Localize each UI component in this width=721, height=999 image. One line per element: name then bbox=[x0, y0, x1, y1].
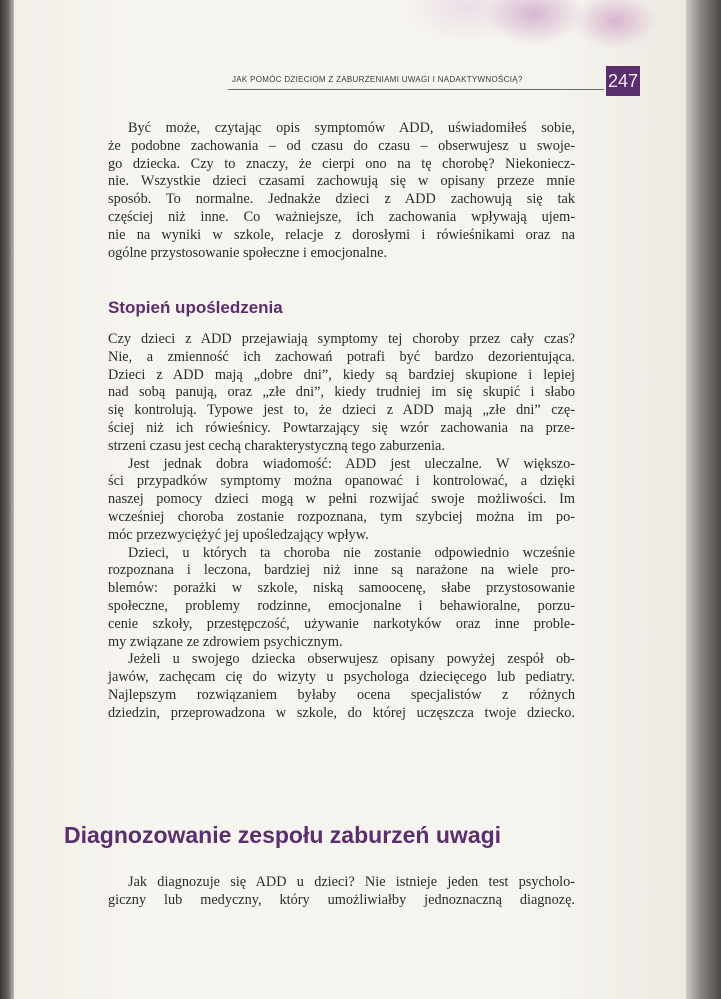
text-line: dziedzin, przeprowadzona w szkole, do której uczęszcza twoje dziecko. bbox=[108, 704, 575, 721]
text-line: nie. Wszystkie dzieci czasami zachowują się w opisany przeze mnie bbox=[108, 173, 575, 190]
text-line: częściej niż inne. Co ważniejsze, ich zachowania wpływają ujem- bbox=[108, 208, 575, 225]
text-line: ściej niż ich rówieśnicy. Powtarzający się wzór zachowania na prze- bbox=[108, 419, 575, 436]
text-line: Nie, a zmienność ich zachowań potrafi być bardzo dezorientująca. bbox=[108, 348, 575, 365]
text-line: go dziecka. Czy to znaczy, że cierpi ono na tę chorobę? Niekoniecz- bbox=[108, 155, 575, 172]
text-line: blemów: porażki w szkole, niską samoocenę, słabe przystosowanie bbox=[108, 580, 575, 597]
text-line: Jest jednak dobra wiadomość: ADD jest uleczalne. W większo- bbox=[128, 455, 575, 472]
text-line: Jak diagnozuje się ADD u dzieci? Nie istnieje jeden test psycholo- bbox=[128, 874, 575, 890]
text-line: Być może, czytając opis symptomów ADD, uświadomiłeś sobie, bbox=[128, 120, 575, 136]
section-paragraph-4 bbox=[108, 651, 575, 722]
corner-photo bbox=[386, 0, 656, 70]
section-heading: Stopień upośledzenia bbox=[108, 298, 283, 317]
section-paragraph-1 bbox=[108, 331, 575, 456]
text-line: Dzieci z ADD mają „dobre dni”, kiedy są bardziej skupione i lepiej bbox=[108, 366, 575, 383]
page-number: 247 bbox=[606, 66, 640, 96]
text-line: jawów, zachęcam cię do wizyty u psychologa dziecięcego lub pediatry. bbox=[108, 669, 575, 686]
text-line: nie na wyniki w szkole, relacje z dorosłymi i rówieśnikami oraz na bbox=[108, 226, 575, 243]
text-line: my związane ze zdrowiem psychicznym. bbox=[108, 633, 343, 650]
intro-paragraph bbox=[108, 120, 575, 262]
text-line: się kontrolują. Typowe jest to, że dzieci z ADD mają „złe dni” czę- bbox=[108, 402, 575, 419]
text-line: że podobne zachowania – od czasu do czasu – obserwujesz u swoje- bbox=[108, 137, 575, 154]
text-line: nad sobą panują, oraz „złe dni”, kiedy trudniej im się skupić i słabo bbox=[108, 384, 575, 401]
running-head: JAK POMÓC DZIECIOM Z ZABURZENIAMI UWAGI I NADAKTYWNOŚCIĄ? bbox=[232, 75, 523, 84]
chapter-heading: Diagnozowanie zespołu zaburzeń uwagi bbox=[64, 822, 502, 848]
section-paragraph-3 bbox=[108, 545, 575, 652]
text-line: naszej pomocy dzieci mogą w pełni rozwijać swoje możliwości. Im bbox=[108, 491, 575, 508]
text-line: strzeni czasu jest cechą charakterystyczną tego zaburzenia. bbox=[108, 437, 445, 454]
text-line: ogólne przystosowanie społeczne i emocjonalne. bbox=[108, 244, 388, 261]
text-line: społeczne, problemy rodzinne, emocjonalne i behawioralne, porzu- bbox=[108, 597, 575, 614]
chapter-paragraph-1 bbox=[108, 874, 575, 910]
text-line: Najlepszym rozwiązaniem byłaby ocena specjalistów z różnych bbox=[108, 686, 575, 703]
text-line: wcześniej choroba zostanie rozpoznana, tym szybciej można im po- bbox=[108, 508, 575, 525]
book-gutter bbox=[0, 0, 14, 999]
text-line: móc przezwyciężyć jej upośledzający wpływ. bbox=[108, 526, 369, 543]
text-line: giczny lub medyczny, który umożliwiałby jednoznaczną diagnozę. bbox=[108, 891, 575, 908]
section-paragraph-2 bbox=[108, 456, 575, 545]
text-line: Jeżeli u swojego dziecka obserwujesz opisany powyżej zespół ob- bbox=[128, 651, 575, 668]
text-line: cenie szkoły, przestępczość, używanie narkotyków oraz inne proble- bbox=[108, 615, 575, 632]
page-edge bbox=[686, 0, 721, 999]
text-line: sposób. To normalne. Jednakże dzieci z ADD zachowują się tak bbox=[108, 191, 575, 208]
text-line: ści przypadków symptomy można opanować i kontrolować, a dzięki bbox=[108, 473, 575, 490]
header-rule bbox=[228, 89, 604, 90]
text-line: Czy dzieci z ADD przejawiają symptomy tej choroby przez cały czas? bbox=[108, 331, 575, 347]
text-line: rozpoznana i leczona, bardziej niż inne są narażone na wiele pro- bbox=[108, 562, 575, 579]
text-line: Dzieci, u których ta choroba nie zostanie odpowiednio wcześnie bbox=[128, 544, 575, 561]
